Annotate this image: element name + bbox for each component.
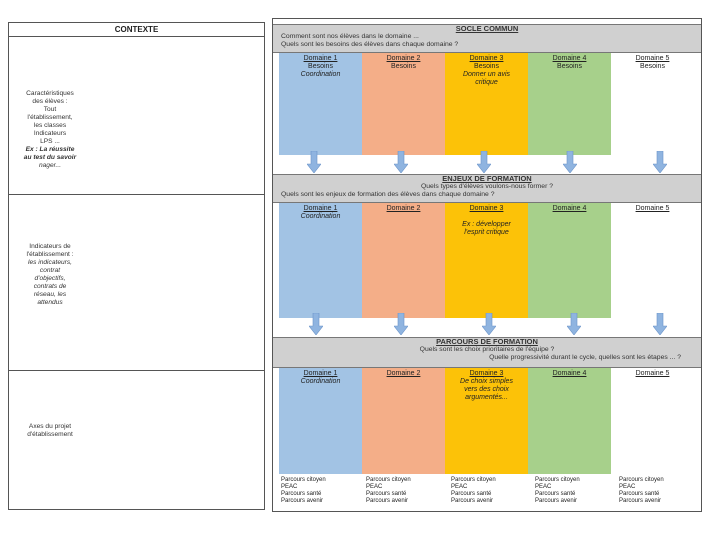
socle-question-1: Comment sont nos élèves dans le domaine ... <box>281 33 419 40</box>
ctx1-line: Caractéristiques <box>26 90 74 97</box>
ctx3-line: Axes du projet <box>28 423 72 430</box>
row2-d4-header: Domaine 4 <box>552 205 587 212</box>
parcours-item: Parcours santé <box>366 491 407 497</box>
ctx2-line: contrats de <box>33 283 67 290</box>
parcours-item: PEAC <box>619 484 636 490</box>
ctx3-line: d'établissement <box>27 431 73 438</box>
parcours-item: Parcours avenir <box>619 498 662 504</box>
down-arrow-icon <box>477 151 491 173</box>
parcours-band <box>273 337 701 368</box>
row1-d3-besoins: Besoins <box>474 63 499 70</box>
context-section1-text <box>9 90 91 170</box>
parcours-item: PEAC <box>451 484 468 490</box>
row3-d4-header: Domaine 4 <box>552 370 587 377</box>
parcours-list-d3 <box>451 477 496 505</box>
context-panel <box>8 22 265 510</box>
ctx2-line: contrat <box>39 267 61 274</box>
row3-domain5 <box>611 368 694 474</box>
row1-domain2 <box>362 53 445 155</box>
down-arrow-icon <box>309 313 323 335</box>
row1-d3-header: Domaine 3 <box>469 55 504 62</box>
row3-domain1 <box>279 368 362 474</box>
ctx1-line: l'établissement, <box>27 114 73 121</box>
row3-d1-header: Domaine 1 <box>303 370 338 377</box>
down-arrow-icon <box>653 313 667 335</box>
parcours-item: Parcours citoyen <box>619 477 664 483</box>
parcours-item: Parcours santé <box>451 491 492 497</box>
enjeux-question-2: Quels sont les enjeux de formation des élèves dans chaque domaine ? <box>281 191 495 198</box>
row2-d3-header: Domaine 3 <box>469 205 504 212</box>
parcours-item: Parcours avenir <box>366 498 409 504</box>
parcours-list-d5 <box>619 477 664 505</box>
ctx2-line: l'établissement : <box>26 251 74 258</box>
context-section-students <box>9 38 264 195</box>
parcours-item: PEAC <box>535 484 552 490</box>
row1-d2-besoins: Besoins <box>391 63 416 70</box>
ctx2-line: d'objectifs, <box>34 275 66 282</box>
down-arrow-icon <box>394 313 408 335</box>
row1-d1-note: Coordination <box>300 71 341 78</box>
context-section3-text <box>9 423 91 439</box>
down-arrow-icon <box>307 151 321 173</box>
row1-domain3 <box>445 53 528 155</box>
row2-domain5 <box>611 203 694 318</box>
ctx2-line: les indicateurs, <box>28 259 72 266</box>
socle-title: SOCLE COMMUN <box>455 24 519 33</box>
row1-d5-besoins: Besoins <box>640 63 665 70</box>
context-section2-text <box>9 243 91 307</box>
row3-d1-note: Coordination <box>300 378 341 385</box>
ctx1-example: Ex : La réussite <box>25 146 75 153</box>
parcours-item: PEAC <box>366 484 383 490</box>
row2-domain2 <box>362 203 445 318</box>
row3-d2-header: Domaine 2 <box>386 370 421 377</box>
parcours-item: Parcours santé <box>281 491 322 497</box>
ctx2-line: Indicateurs de <box>29 243 71 250</box>
ctx1-line: LPS ... <box>40 138 60 145</box>
down-arrow-icon <box>394 151 408 173</box>
parcours-item: Parcours santé <box>535 491 576 497</box>
socle-band <box>273 24 701 53</box>
ctx2-line: attendus <box>37 299 63 306</box>
socle-question-2: Quels sont les besoins des élèves dans chaque domaine ? <box>281 41 459 48</box>
row3-d3-note: De choix simples vers des choix argumentés... <box>460 378 513 401</box>
row1-domain4 <box>528 53 611 155</box>
ctx1-line: les classes <box>33 122 67 129</box>
parcours-question-1: Quels sont les choix prioritaires de l'équipe ? <box>419 346 555 353</box>
row2-d1-header: Domaine 1 <box>303 205 338 212</box>
row1-d1-besoins: Besoins <box>308 63 333 70</box>
down-arrow-icon <box>567 313 581 335</box>
row3-d3-header: Domaine 3 <box>469 370 504 377</box>
row1-d3-note: Donner un avis critique <box>462 71 511 86</box>
ctx1-line: Tout <box>43 106 57 113</box>
context-title: CONTEXTE <box>9 23 264 37</box>
parcours-item: Parcours citoyen <box>535 477 580 483</box>
parcours-item: Parcours santé <box>619 491 660 497</box>
row3-domain4 <box>528 368 611 474</box>
row2-domain4 <box>528 203 611 318</box>
row1-d4-header: Domaine 4 <box>552 55 587 62</box>
ctx1-line: Indicateurs <box>33 130 67 137</box>
parcours-item: Parcours avenir <box>535 498 578 504</box>
parcours-list-d4 <box>535 477 580 505</box>
row2-domain1 <box>279 203 362 318</box>
parcours-item: Parcours avenir <box>451 498 494 504</box>
down-arrow-icon <box>653 151 667 173</box>
row2-domain3 <box>445 203 528 318</box>
parcours-list-d1 <box>281 477 326 505</box>
row1-d5-header: Domaine 5 <box>635 55 670 62</box>
ctx1-example-end: nager... <box>38 162 62 169</box>
ctx1-example: au test du savoir <box>23 154 77 161</box>
row2-d3-note: Ex : développer l'esprit critique <box>462 221 511 236</box>
parcours-item: Parcours citoyen <box>366 477 411 483</box>
row1-d4-besoins: Besoins <box>557 63 582 70</box>
row2-d2-header: Domaine 2 <box>386 205 421 212</box>
row1-d1-header: Domaine 1 <box>303 55 338 62</box>
down-arrow-icon <box>563 151 577 173</box>
ctx2-line: réseau, les <box>33 291 67 298</box>
parcours-item: Parcours avenir <box>281 498 324 504</box>
context-section-indicators <box>9 195 264 371</box>
row3-domain3 <box>445 368 528 474</box>
down-arrow-icon <box>482 313 496 335</box>
row2-d1-note: Coordination <box>300 213 341 220</box>
enjeux-title: ENJEUX DE FORMATION <box>442 174 532 183</box>
row3-d5-header: Domaine 5 <box>635 370 670 377</box>
row1-domain1 <box>279 53 362 155</box>
row3-domain2 <box>362 368 445 474</box>
row1-domain5 <box>611 53 694 155</box>
ctx1-line: des élèves : <box>32 98 68 105</box>
parcours-question-2: Quelle progressivité durant le cycle, quelles sont les étapes ... ? <box>489 354 681 361</box>
right-panel <box>272 18 702 512</box>
row2-d5-header: Domaine 5 <box>635 205 670 212</box>
parcours-list-d2 <box>366 477 411 505</box>
enjeux-band <box>273 174 701 203</box>
parcours-item: Parcours citoyen <box>281 477 326 483</box>
parcours-item: PEAC <box>281 484 298 490</box>
row1-d2-header: Domaine 2 <box>386 55 421 62</box>
parcours-item: Parcours citoyen <box>451 477 496 483</box>
enjeux-question-1: Quels types d'élèves voulons-nous former ? <box>420 183 553 190</box>
context-section-project <box>9 371 264 509</box>
parcours-title: PARCOURS DE FORMATION <box>436 337 538 346</box>
